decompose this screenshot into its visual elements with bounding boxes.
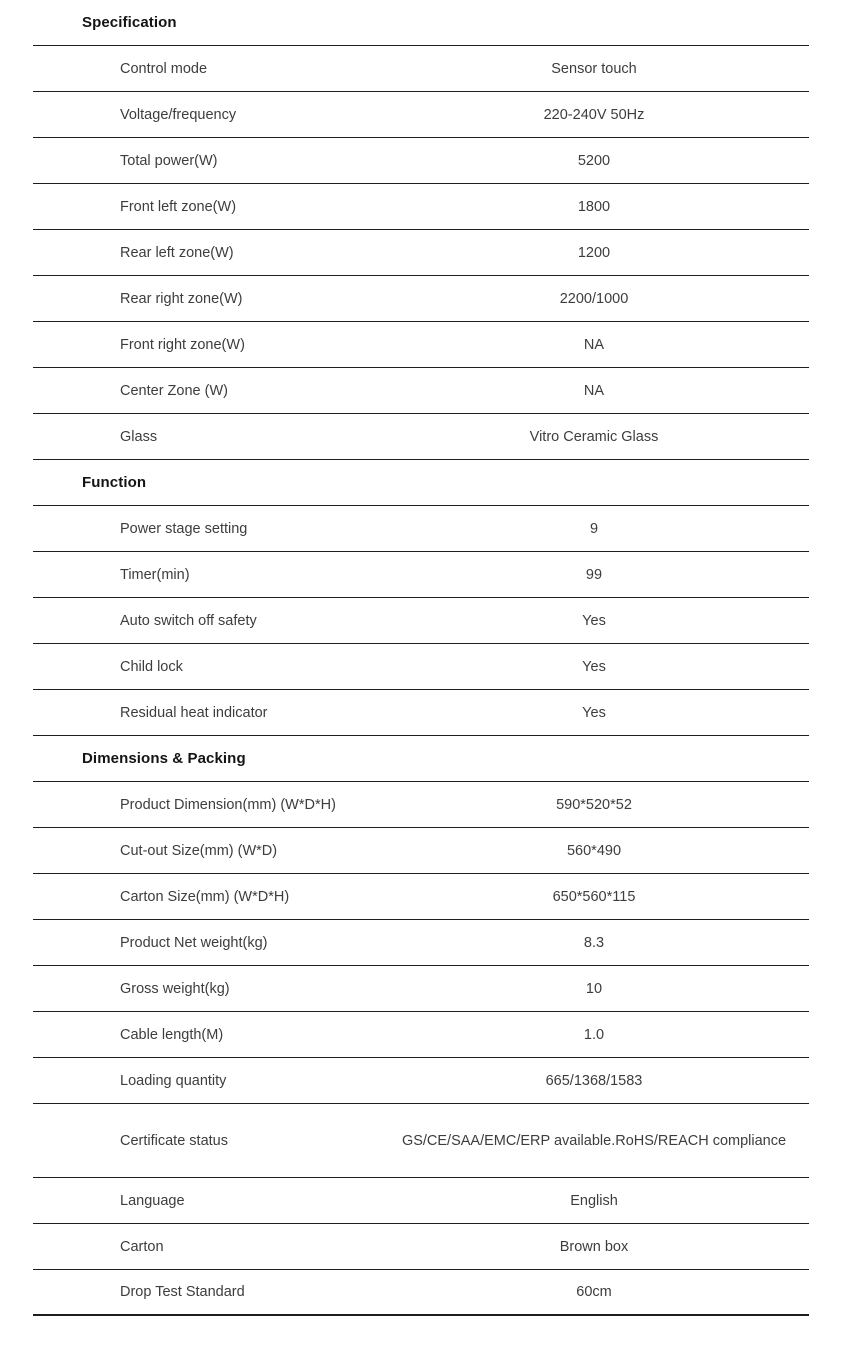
section-header-row: [33, 736, 809, 782]
spec-label: Product Net weight(kg): [120, 934, 268, 951]
spec-label: Rear right zone(W): [120, 290, 243, 307]
spec-value: Vitro Ceramic Glass: [529, 428, 659, 445]
spec-row: [33, 1104, 809, 1178]
spec-row: [33, 1178, 809, 1224]
spec-row: [33, 828, 809, 874]
spec-value: 9: [589, 520, 599, 537]
spec-row: [33, 644, 809, 690]
spec-label: Timer(min): [120, 566, 190, 583]
spec-row: [33, 1270, 809, 1316]
spec-row: [33, 552, 809, 598]
spec-row: [33, 138, 809, 184]
section-title: Dimensions & Packing: [82, 750, 246, 767]
spec-label: Rear left zone(W): [120, 244, 234, 261]
spec-value: 1200: [577, 244, 611, 261]
spec-value: 560*490: [566, 842, 622, 859]
spec-row: [33, 506, 809, 552]
spec-value: Yes: [582, 612, 606, 629]
spec-value: Sensor touch: [551, 60, 637, 77]
spec-value: 650*560*115: [552, 888, 636, 905]
spec-row: [33, 782, 809, 828]
spec-table: [33, 0, 809, 1316]
spec-label: Certificate status: [120, 1132, 228, 1149]
section-header-row: [33, 460, 809, 506]
spec-value: 8.3: [583, 934, 605, 951]
spec-value: 590*520*52: [556, 796, 632, 813]
spec-value: 1800: [577, 198, 611, 215]
spec-value: GS/CE/SAA/EMC/ERP available.RoHS/REACH compliance: [401, 1132, 787, 1149]
spec-value: NA: [583, 336, 605, 353]
spec-label: Residual heat indicator: [120, 704, 268, 721]
section-title: Specification: [82, 14, 177, 31]
spec-value: NA: [583, 382, 605, 399]
spec-value: Yes: [582, 704, 606, 721]
spec-label: Control mode: [120, 60, 208, 77]
spec-label: Total power(W): [120, 152, 218, 169]
spec-label: Gross weight(kg): [120, 980, 230, 997]
spec-value: 1.0: [583, 1026, 605, 1043]
spec-label: Loading quantity: [120, 1072, 227, 1089]
spec-label: Child lock: [120, 658, 183, 675]
spec-value: 10: [585, 980, 603, 997]
spec-row: [33, 46, 809, 92]
spec-label: Drop Test Standard: [120, 1284, 245, 1300]
spec-row: [33, 966, 809, 1012]
spec-row: [33, 1012, 809, 1058]
spec-row: [33, 92, 809, 138]
spec-row: [33, 368, 809, 414]
spec-label: Language: [120, 1192, 185, 1209]
spec-label: Auto switch off safety: [120, 612, 257, 629]
spec-row: [33, 920, 809, 966]
spec-row: [33, 1058, 809, 1104]
spec-label: Voltage/frequency: [120, 106, 237, 123]
spec-value: 220-240V 50Hz: [543, 106, 645, 123]
spec-label: Power stage setting: [120, 520, 248, 537]
spec-value: Yes: [582, 658, 606, 675]
spec-row: [33, 414, 809, 460]
spec-label: Carton Size(mm) (W*D*H): [120, 888, 290, 905]
spec-row: [33, 230, 809, 276]
spec-label: Carton: [120, 1238, 164, 1255]
section-header-row: [33, 0, 809, 46]
spec-label: Front right zone(W): [120, 336, 245, 353]
spec-value: Brown box: [559, 1238, 629, 1255]
spec-value: 5200: [577, 152, 611, 169]
spec-value: 99: [585, 566, 603, 583]
spec-row: [33, 184, 809, 230]
spec-label: Cut-out Size(mm) (W*D): [120, 842, 278, 859]
spec-value: 2200/1000: [559, 290, 629, 307]
spec-value: 665/1368/1583: [545, 1072, 643, 1089]
section-title: Function: [82, 474, 147, 491]
spec-row: [33, 598, 809, 644]
spec-row: [33, 322, 809, 368]
spec-value: 60cm: [576, 1284, 612, 1300]
spec-row: [33, 874, 809, 920]
spec-value: English: [570, 1192, 618, 1209]
spec-label: Product Dimension(mm) (W*D*H): [120, 796, 336, 813]
spec-label: Glass: [120, 428, 158, 445]
spec-row: [33, 690, 809, 736]
spec-row: [33, 1224, 809, 1270]
spec-label: Cable length(M): [120, 1026, 224, 1043]
spec-label: Front left zone(W): [120, 198, 237, 215]
spec-label: Center Zone (W): [120, 382, 228, 399]
spec-row: [33, 276, 809, 322]
